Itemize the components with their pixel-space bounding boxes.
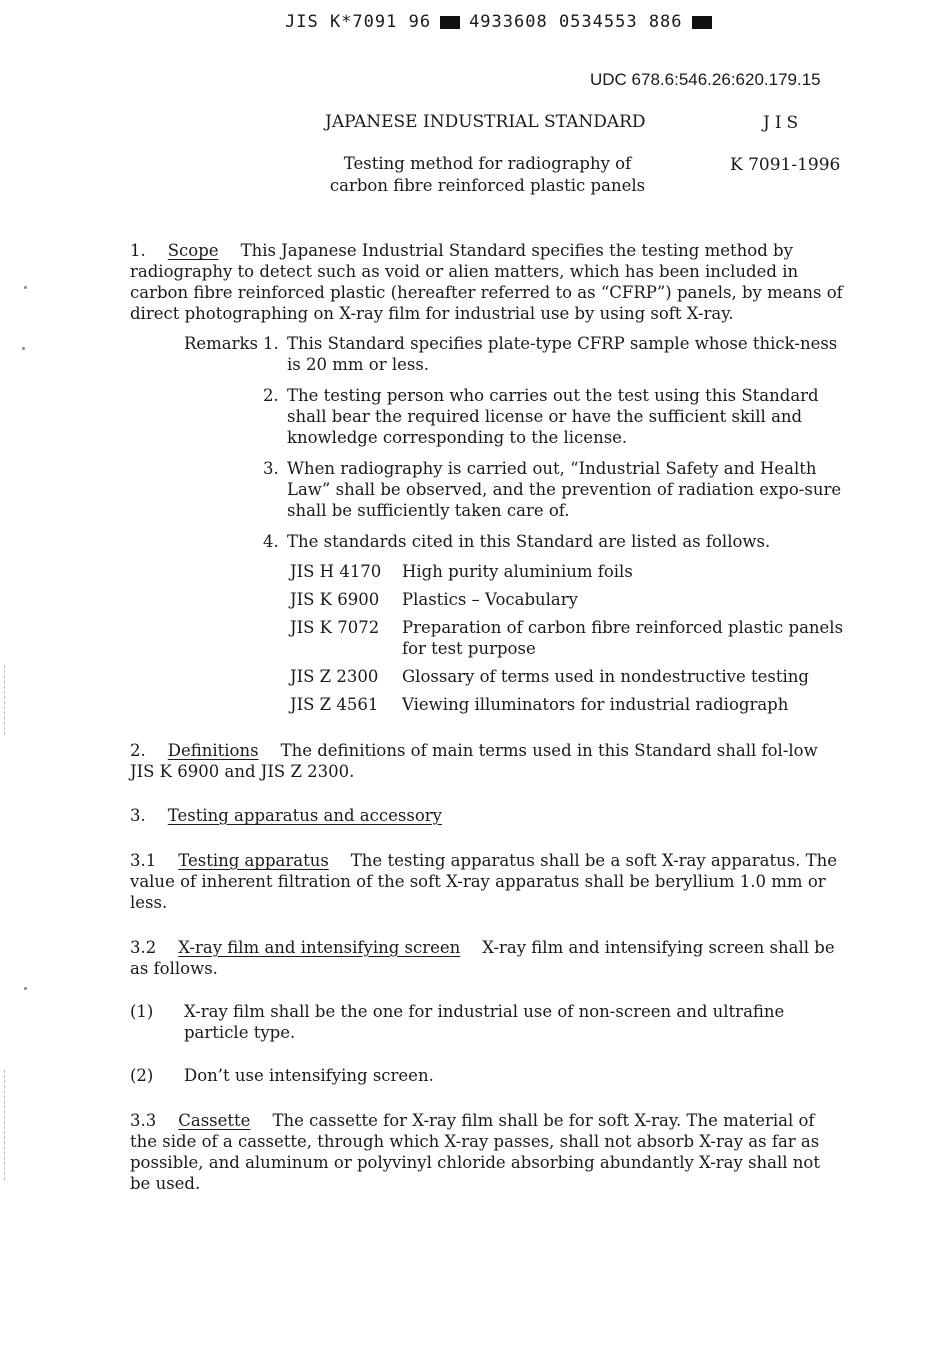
- scan-speck: [24, 987, 27, 990]
- cited-code: JIS Z 2300: [290, 667, 379, 686]
- cited-standard-row: [290, 561, 850, 582]
- film-item: [130, 1065, 845, 1086]
- remark-number: 2.: [263, 386, 279, 405]
- section-heading: Testing apparatus and accessory: [167, 806, 442, 825]
- scan-header-code: [285, 12, 712, 32]
- scan-speck: [24, 286, 27, 289]
- section-cassette: [130, 1110, 845, 1194]
- cited-standard-row: [290, 666, 850, 687]
- film-item: [130, 1001, 845, 1043]
- cited-title: High purity aluminium foils: [402, 562, 633, 581]
- section-testing-apparatus: [130, 850, 845, 913]
- item-text: X-ray film shall be the one for industrial use of non-screen and ultrafine particle type.: [184, 1002, 785, 1042]
- section-apparatus: [130, 805, 845, 826]
- remark-item: [172, 531, 852, 552]
- item-text: Don’t use intensifying screen.: [184, 1066, 434, 1085]
- section-number: 3.: [130, 806, 146, 825]
- cited-title: Preparation of carbon fibre reinforced plastic panels for test purpose: [402, 618, 844, 658]
- remark-item: [172, 458, 852, 521]
- cited-standard-row: [290, 589, 850, 610]
- black-block-mark: [692, 16, 712, 29]
- cited-code: JIS H 4170: [290, 562, 382, 581]
- section-film-screen: [130, 937, 845, 979]
- jis-mark: JIS: [763, 113, 804, 133]
- header-code-part2: 4933608 0534553 886: [469, 12, 683, 32]
- standard-number: K 7091-1996: [730, 155, 841, 175]
- title-line-1: Testing method for radiography of: [343, 154, 632, 173]
- section-text: X-ray film and intensifying screen shall be as follows.: [130, 938, 835, 978]
- remark-text: When radiography is carried out, “Industrial Safety and Health Law” shall be observed, and the prevention of radiation expo-sure shall be sufficiently taken care of.: [287, 459, 842, 520]
- scan-edge-line: [4, 1070, 5, 1180]
- cited-title: Glossary of terms used in nondestructive testing: [402, 667, 809, 686]
- remark-text: The standards cited in this Standard are listed as follows.: [287, 532, 771, 551]
- section-heading: Testing apparatus: [178, 851, 329, 870]
- section-text: The testing apparatus shall be a soft X-ray apparatus. The value of inherent filtration of the soft X-ray apparatus shall be beryllium 1.0 mm or less.: [130, 851, 838, 912]
- cited-title: Viewing illuminators for industrial radiograph: [402, 695, 789, 714]
- section-heading: Scope: [167, 241, 219, 260]
- section-number: 3.1: [130, 851, 157, 870]
- cited-code: JIS K 7072: [290, 618, 380, 637]
- udc-number: UDC 678.6:546.26:620.179.15: [590, 70, 821, 89]
- remark-text: The testing person who carries out the test using this Standard shall bear the required license or have the sufficient skill and knowledge corresponding to the license.: [287, 386, 819, 447]
- standard-name: JAPANESE INDUSTRIAL STANDARD: [325, 112, 646, 132]
- remark-text: This Standard specifies plate-type CFRP sample whose thick-ness is 20 mm or less.: [287, 334, 838, 374]
- remark-item: [172, 385, 852, 448]
- remark-number: 3.: [263, 459, 279, 478]
- section-number: 1.: [130, 241, 146, 260]
- cited-standard-row: [290, 617, 850, 659]
- cited-standards-list: [290, 561, 850, 722]
- remark-item: [172, 333, 852, 375]
- title-line-2: carbon fibre reinforced plastic panels: [329, 176, 646, 195]
- scan-edge-line: [4, 665, 5, 735]
- section-definitions: [130, 740, 845, 782]
- remark-number: 4.: [263, 532, 279, 551]
- black-block-mark: [440, 16, 460, 29]
- section-heading: Definitions: [167, 741, 259, 760]
- section-scope: [130, 240, 845, 324]
- section-number: 2.: [130, 741, 146, 760]
- section-number: 3.2: [130, 938, 157, 957]
- cited-code: JIS Z 4561: [290, 695, 379, 714]
- scan-speck: [22, 347, 25, 350]
- cited-standard-row: [290, 694, 850, 715]
- remarks-list: [172, 333, 852, 562]
- remarks-label: Remarks: [183, 334, 258, 353]
- section-text: The cassette for X-ray film shall be for soft X-ray. The material of the side of a cassette, through which X-ray passes, shall not absorb X-ray as far as possible, and aluminum or polyvinyl chloride absorbing abundantly X-ray shall not be used.: [130, 1111, 820, 1193]
- cited-code: JIS K 6900: [290, 590, 380, 609]
- cited-title: Plastics – Vocabulary: [402, 590, 578, 609]
- item-number: (2): [130, 1066, 154, 1085]
- item-number: (1): [130, 1002, 154, 1021]
- remark-number: 1.: [263, 334, 279, 353]
- section-heading: X-ray film and intensifying screen: [178, 938, 461, 957]
- section-heading: Cassette: [178, 1111, 251, 1130]
- section-number: 3.3: [130, 1111, 157, 1130]
- standard-title: [325, 153, 650, 197]
- section-text: This Japanese Industrial Standard specifies the testing method by radiography to detect such as void or alien matters, which has been included in carbon fibre reinforced plastic (hereafter referred to as “CFRP”) panels, by means of direct photographing on X-ray film for industrial use by using soft X-ray.: [130, 241, 843, 323]
- header-code-part1: JIS K*7091 96: [285, 12, 432, 32]
- section-text: The definitions of main terms used in this Standard shall fol-low JIS K 6900 and JIS Z 2300.: [130, 741, 818, 781]
